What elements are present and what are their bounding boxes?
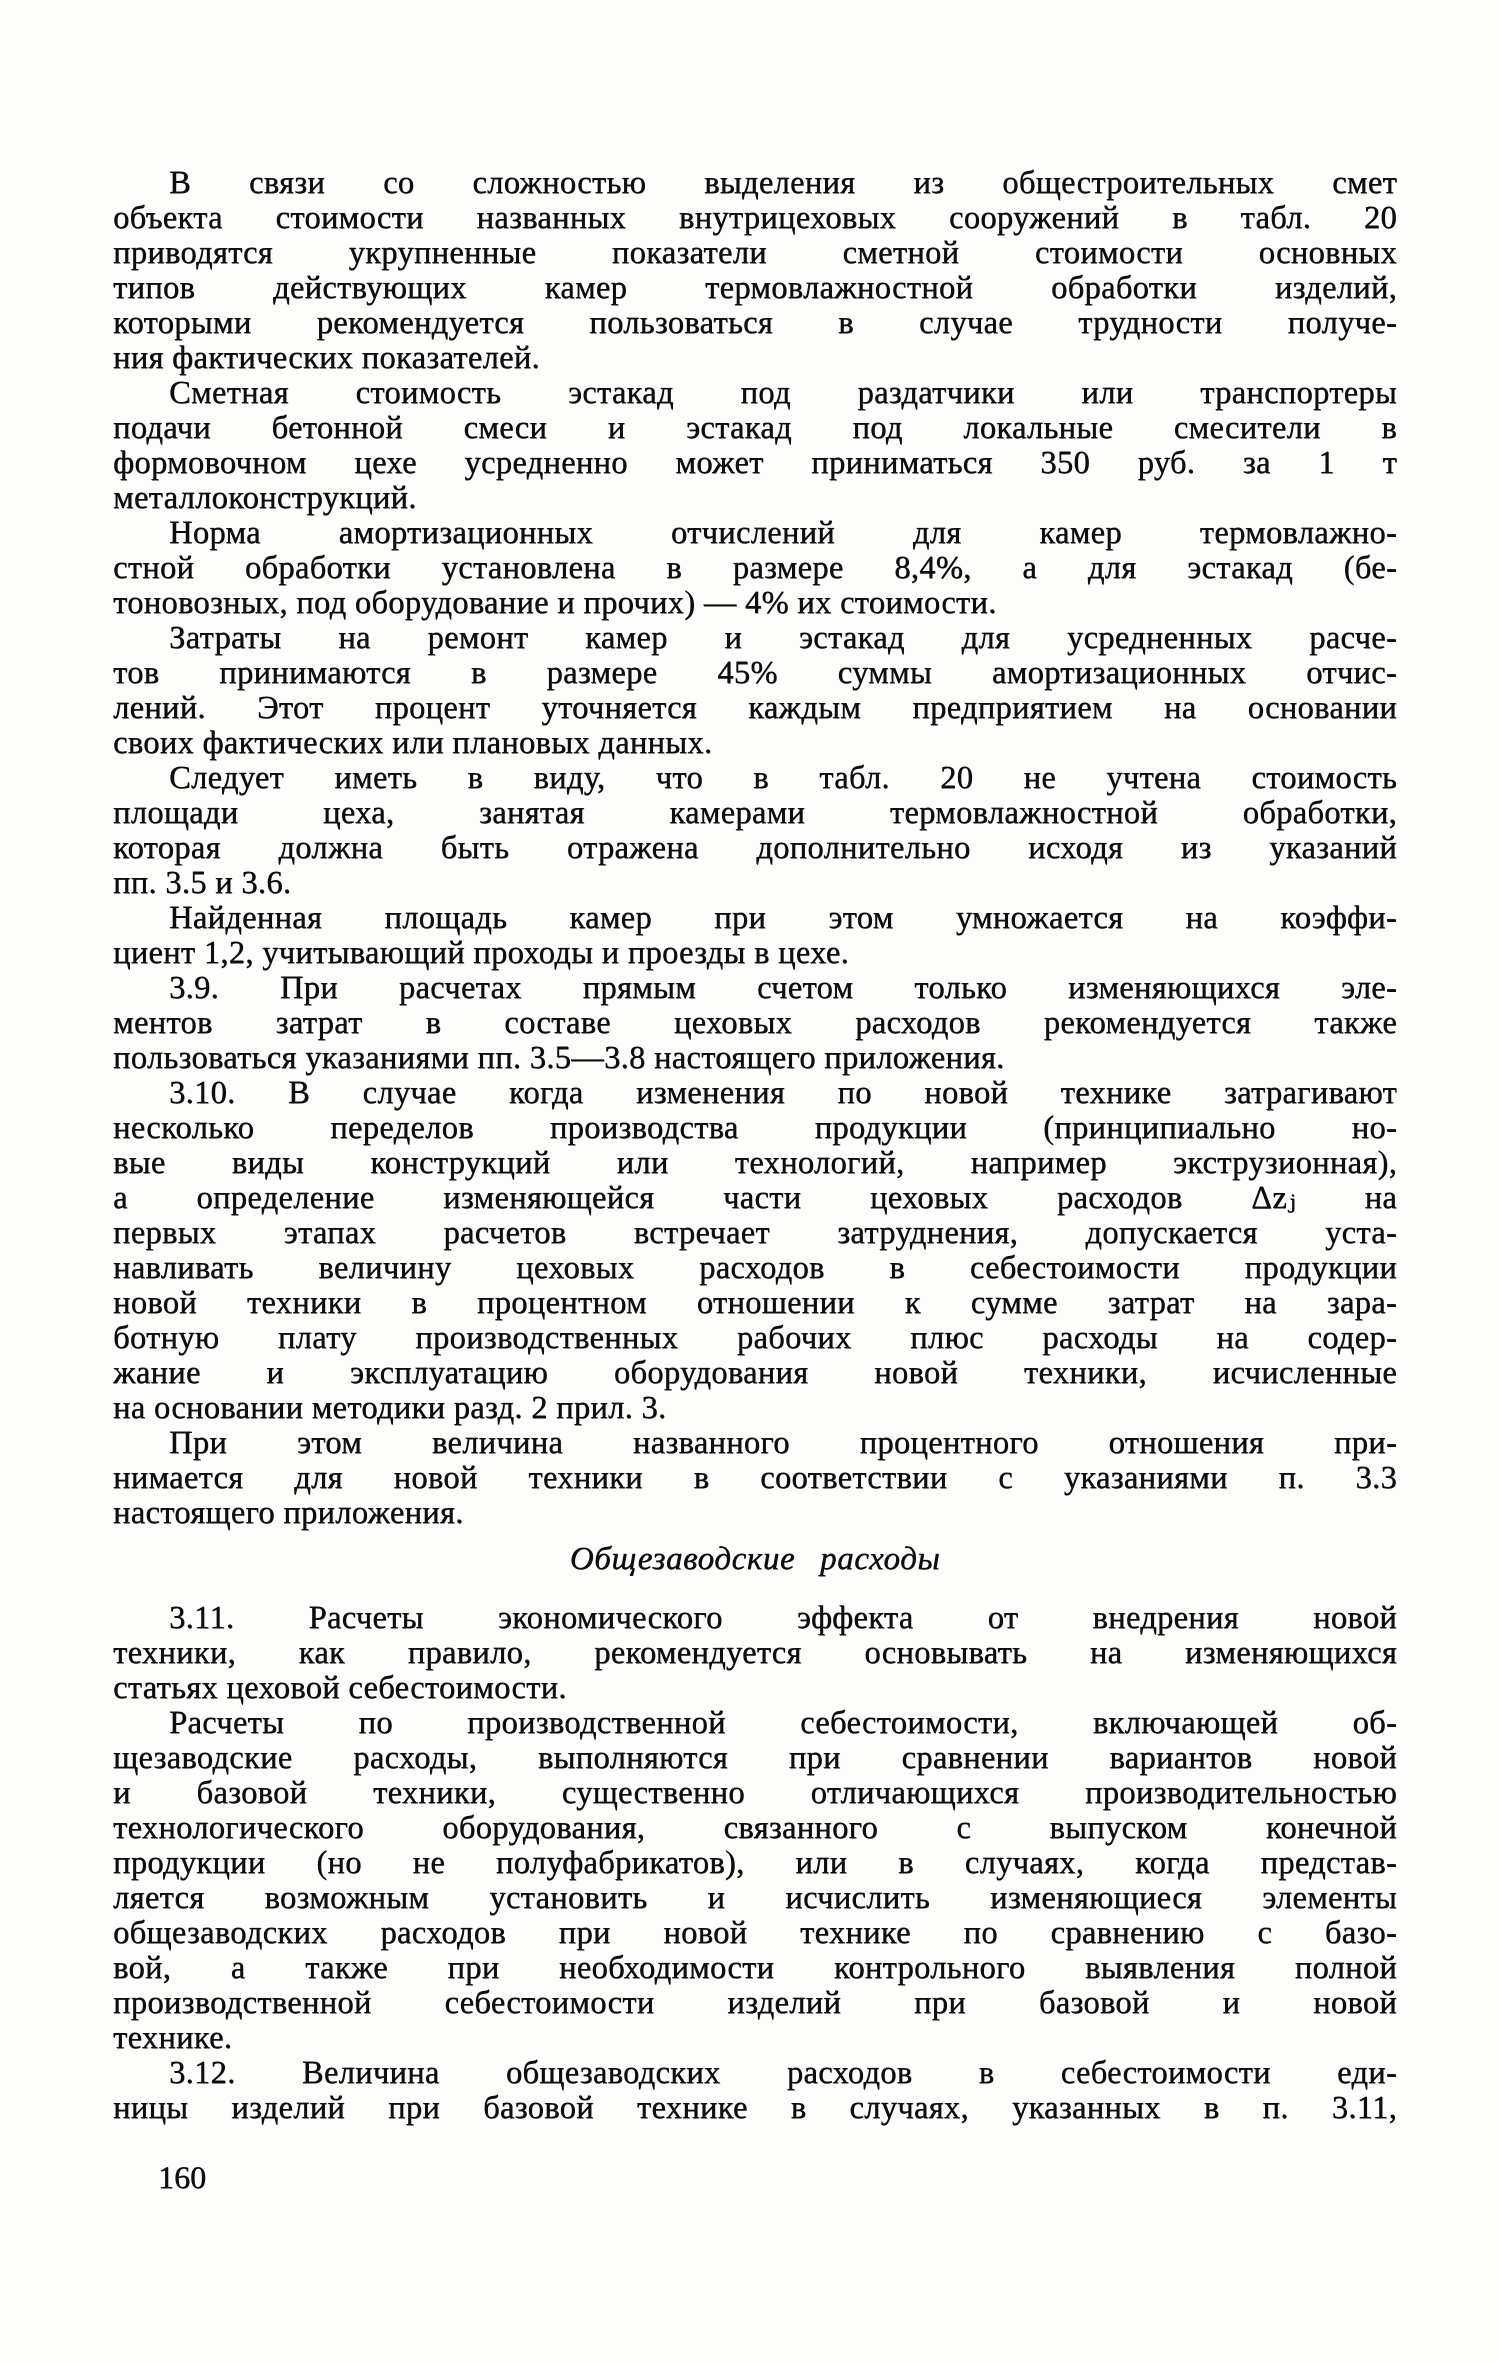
text-line: нимается для новой техники в соответствии с указаниями п. 3.3 [113, 1460, 1397, 1496]
text-line: тоновозных, под оборудование и прочих) — 4% их стоимости. [113, 585, 997, 621]
text-line: ницы изделий при базовой технике в случаях, указанных в п. 3.11, [113, 2090, 1397, 2126]
text-line: подачи бетонной смеси и эстакад под локальные смесители в [113, 410, 1397, 446]
text-line: приводятся укрупненные показатели сметной стоимости основных [113, 235, 1397, 271]
text-block [113, 166, 1397, 2126]
section-heading: Общезаводские расходы [569, 1541, 941, 1577]
text-line: техники, как правило, рекомендуется основывать на изменяющихся [113, 1635, 1397, 1671]
text-line: вой, а также при необходимости контрольного выявления полной [113, 1950, 1397, 1986]
text-line: лений. Этот процент уточняется каждым предприятием на основании [113, 690, 1397, 726]
text-line: общезаводских расходов при новой технике по сравнению с базо- [113, 1915, 1397, 1951]
text-line: статьях цеховой себестоимости. [113, 1670, 567, 1706]
text-line: Расчеты по производственной себестоимости, включающей об- [169, 1705, 1397, 1741]
text-line: формовочном цехе усредненно может приниматься 350 руб. за 1 т [113, 445, 1397, 481]
text-line: типов действующих камер термовлажностной обработки изделий, [113, 270, 1397, 306]
text-line: жание и эксплуатацию оборудования новой техники, исчисленные [113, 1355, 1397, 1391]
paragraph [113, 761, 1397, 901]
text-line: ментов затрат в составе цеховых расходов рекомендуется также [113, 1005, 1397, 1041]
text-line: технике. [113, 2020, 233, 2056]
text-line: навливать величину цеховых расходов в себестоимости продукции [113, 1250, 1397, 1286]
text-line: которая должна быть отражена дополнительно исходя из указаний [113, 830, 1397, 866]
text-line: ляется возможным установить и исчислить изменяющиеся элементы [113, 1880, 1397, 1916]
page-number: 160 [158, 2159, 206, 2195]
text-line: ботную плату производственных рабочих плюс расходы на содер- [113, 1320, 1397, 1356]
text-line: пользоваться указаниями пп. 3.5—3.8 настоящего приложения. [113, 1040, 1005, 1076]
text-line: Сметная стоимость эстакад под раздатчики или транспортеры [169, 375, 1397, 411]
text-line: В связи со сложностью выделения из общестроительных смет [169, 165, 1397, 201]
text-line: на основании методики разд. 2 прил. 3. [113, 1390, 667, 1426]
text-line: 3.10. В случае когда изменения по новой технике затрагивают [169, 1075, 1397, 1111]
text-line: объекта стоимости названных внутрицеховых сооружений в табл. 20 [113, 200, 1397, 236]
text-line: При этом величина названного процентного отношения при- [169, 1425, 1397, 1461]
paragraph [113, 1706, 1397, 2056]
text-line: а определение изменяющейся части цеховых расходов Δzⱼ на [113, 1180, 1397, 1216]
text-line: Следует иметь в виду, что в табл. 20 не учтена стоимость [169, 760, 1397, 796]
text-line: вые виды конструкций или технологий, например экструзионная), [113, 1145, 1397, 1181]
text-line: которыми рекомендуется пользоваться в случае трудности получе- [113, 305, 1397, 341]
text-line: 3.11. Расчеты экономического эффекта от внедрения новой [169, 1600, 1397, 1636]
text-line: настоящего приложения. [113, 1495, 464, 1531]
text-line: циент 1,2, учитывающий проходы и проезды в цехе. [113, 935, 849, 971]
text-line: ния фактических показателей. [113, 340, 540, 376]
text-line: 3.12. Величина общезаводских расходов в себестоимости еди- [169, 2055, 1397, 2091]
paragraph [113, 901, 1397, 971]
text-line: тов принимаются в размере 45% суммы амортизационных отчис- [113, 655, 1397, 691]
paragraph [113, 1426, 1397, 1531]
text-line: стной обработки установлена в размере 8,4%, а для эстакад (бе- [113, 550, 1397, 586]
text-line: и базовой техники, существенно отличающихся производительностью [113, 1775, 1397, 1811]
paragraph [113, 2056, 1397, 2126]
text-line: продукции (но не полуфабрикатов), или в случаях, когда представ- [113, 1845, 1397, 1881]
text-line: 3.9. При расчетах прямым счетом только изменяющихся эле- [169, 970, 1397, 1006]
paragraph [113, 1076, 1397, 1426]
text-line: своих фактических или плановых данных. [113, 725, 713, 761]
paragraph [113, 166, 1397, 376]
text-line: производственной себестоимости изделий при базовой и новой [113, 1985, 1397, 2021]
text-line: технологического оборудования, связанного с выпуском конечной [113, 1810, 1397, 1846]
text-line: первых этапах расчетов встречает затруднения, допускается уста- [113, 1215, 1397, 1251]
text-line: металлоконструкций. [113, 480, 417, 516]
text-line: Найденная площадь камер при этом умножается на коэффи- [169, 900, 1397, 936]
paragraph [113, 1601, 1397, 1706]
text-line: щезаводские расходы, выполняются при сравнении вариантов новой [113, 1740, 1397, 1776]
text-line: несколько переделов производства продукции (принципиально но- [113, 1110, 1397, 1146]
text-line: Норма амортизационных отчислений для камер термовлажно- [169, 515, 1397, 551]
paragraph [113, 621, 1397, 761]
text-line: новой техники в процентном отношении к сумме затрат на зара- [113, 1285, 1397, 1321]
text-line: пп. 3.5 и 3.6. [113, 865, 292, 901]
paragraph [113, 971, 1397, 1076]
text-line: площади цеха, занятая камерами термовлажностной обработки, [113, 795, 1397, 831]
paragraph [113, 516, 1397, 621]
text-line: Затраты на ремонт камер и эстакад для усредненных расче- [169, 620, 1397, 656]
paragraph [113, 376, 1397, 516]
